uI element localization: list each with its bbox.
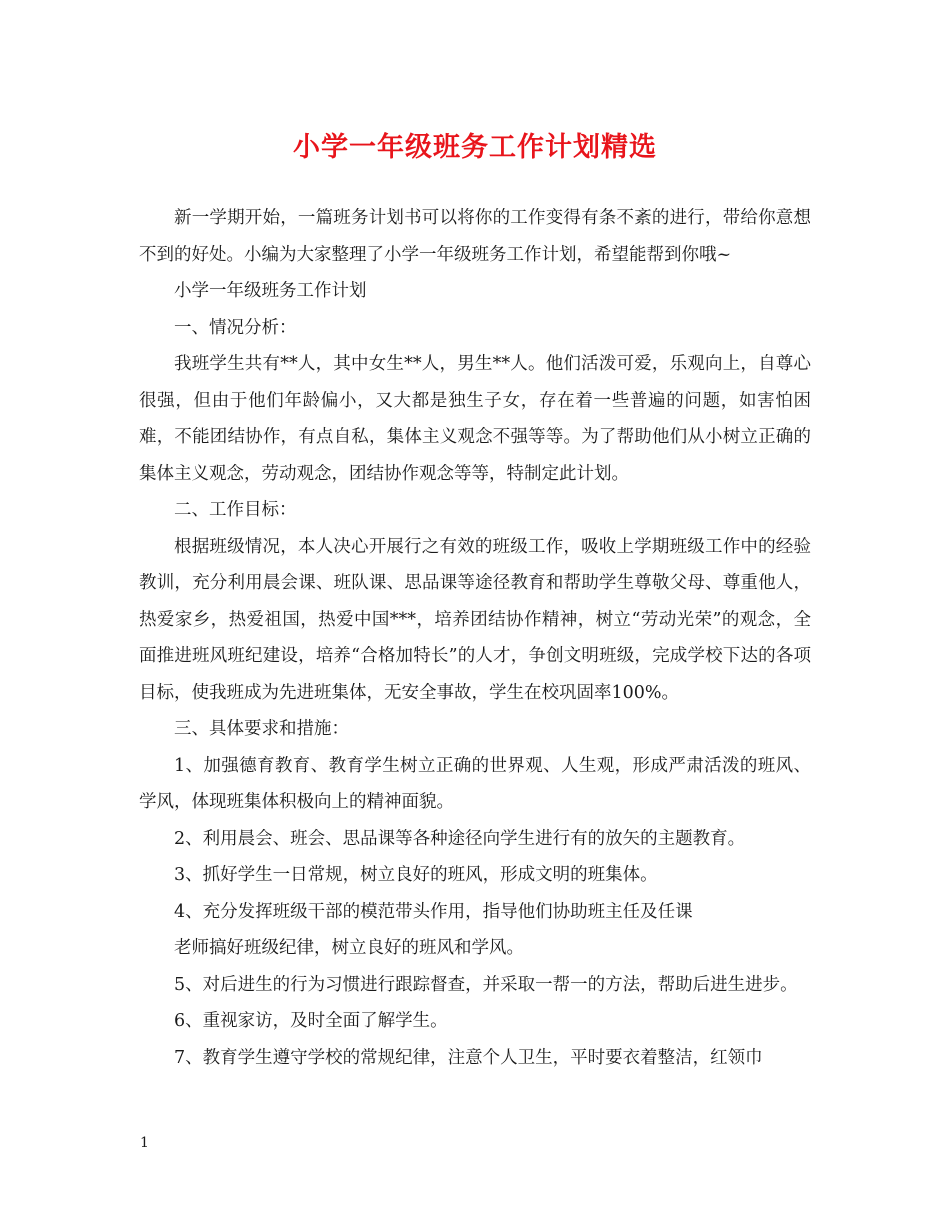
measure-item-4: 4、充分发挥班级干部的模范带头作用，指导他们协助班主任及任课 <box>174 901 693 922</box>
section-heading-measures: 三、具体要求和措施： <box>174 719 349 739</box>
measure-item-6: 6、重视家访，及时全面了解学生。 <box>174 1011 448 1031</box>
measure-item-1: 1、加强德育教育、教育学生树立正确的世界观、人生观，形成严肃活泼的班风、学风，体现班集体积极向上的精神面貌。 <box>139 755 811 812</box>
measure-item-7: 7、教育学生遵守学校的常规纪律，注意个人卫生，平时要衣着整洁，红领巾 <box>174 1047 763 1068</box>
paragraph-subtitle: 小学一年级班务工作计划 <box>174 281 367 301</box>
paragraph-goals: 根据班级情况，本人决心开展行之有效的班级工作，吸收上学期班级工作中的经验教训，充分利用晨会课、班队课、思品课等途径教育和帮助学生尊敬父母、尊重他人，热爱家乡，热爱祖国，热爱中国***，培养团结协作精神，树立“劳动光荣”的观念，全面推进班风班纪建设，培养“合格加特长”的人才，争创文明班级，完成学校下达的各项目标，使我班成为先进班集体，无安全事故，学生在校巩固率100%。 <box>139 536 811 703</box>
paragraph-analysis: 我班学生共有**人，其中女生**人，男生**人。他们活泼可爱，乐观向上，自尊心很强，但由于他们年龄偏小，又大都是独生子女，存在着一些普遍的问题，如害怕困难，不能团结协作，有点自私，集体主义观念不强等等。为了帮助他们从小树立正确的集体主义观念，劳动观念，团结协作观念等等，特制定此计划。 <box>139 354 811 484</box>
measure-item-3: 3、抓好学生一日常规，树立良好的班风，形成文明的班集体。 <box>174 865 658 885</box>
paragraph-intro: 新一学期开始，一篇班务计划书可以将你的工作变得有条不紊的进行，带给你意想不到的好处。小编为大家整理了小学一年级班务工作计划，希望能帮到你哦~ <box>139 208 811 265</box>
section-heading-goals: 二、工作目标： <box>174 500 297 520</box>
measure-item-2: 2、利用晨会、班会、思品课等各种途径向学生进行有的放矢的主题教育。 <box>174 828 746 849</box>
measure-item-4-continued: 老师搞好班级纪律，树立良好的班风和学风。 <box>174 938 524 958</box>
page-number: 1 <box>140 1135 149 1151</box>
page-title: 小学一年级班务工作计划精选 <box>293 132 657 163</box>
measure-item-5: 5、对后进生的行为习惯进行跟踪督查，并采取一帮一的方法，帮助后进生进步。 <box>174 974 798 995</box>
section-heading-analysis: 一、情况分析： <box>174 317 297 338</box>
document-body <box>139 200 811 1076</box>
